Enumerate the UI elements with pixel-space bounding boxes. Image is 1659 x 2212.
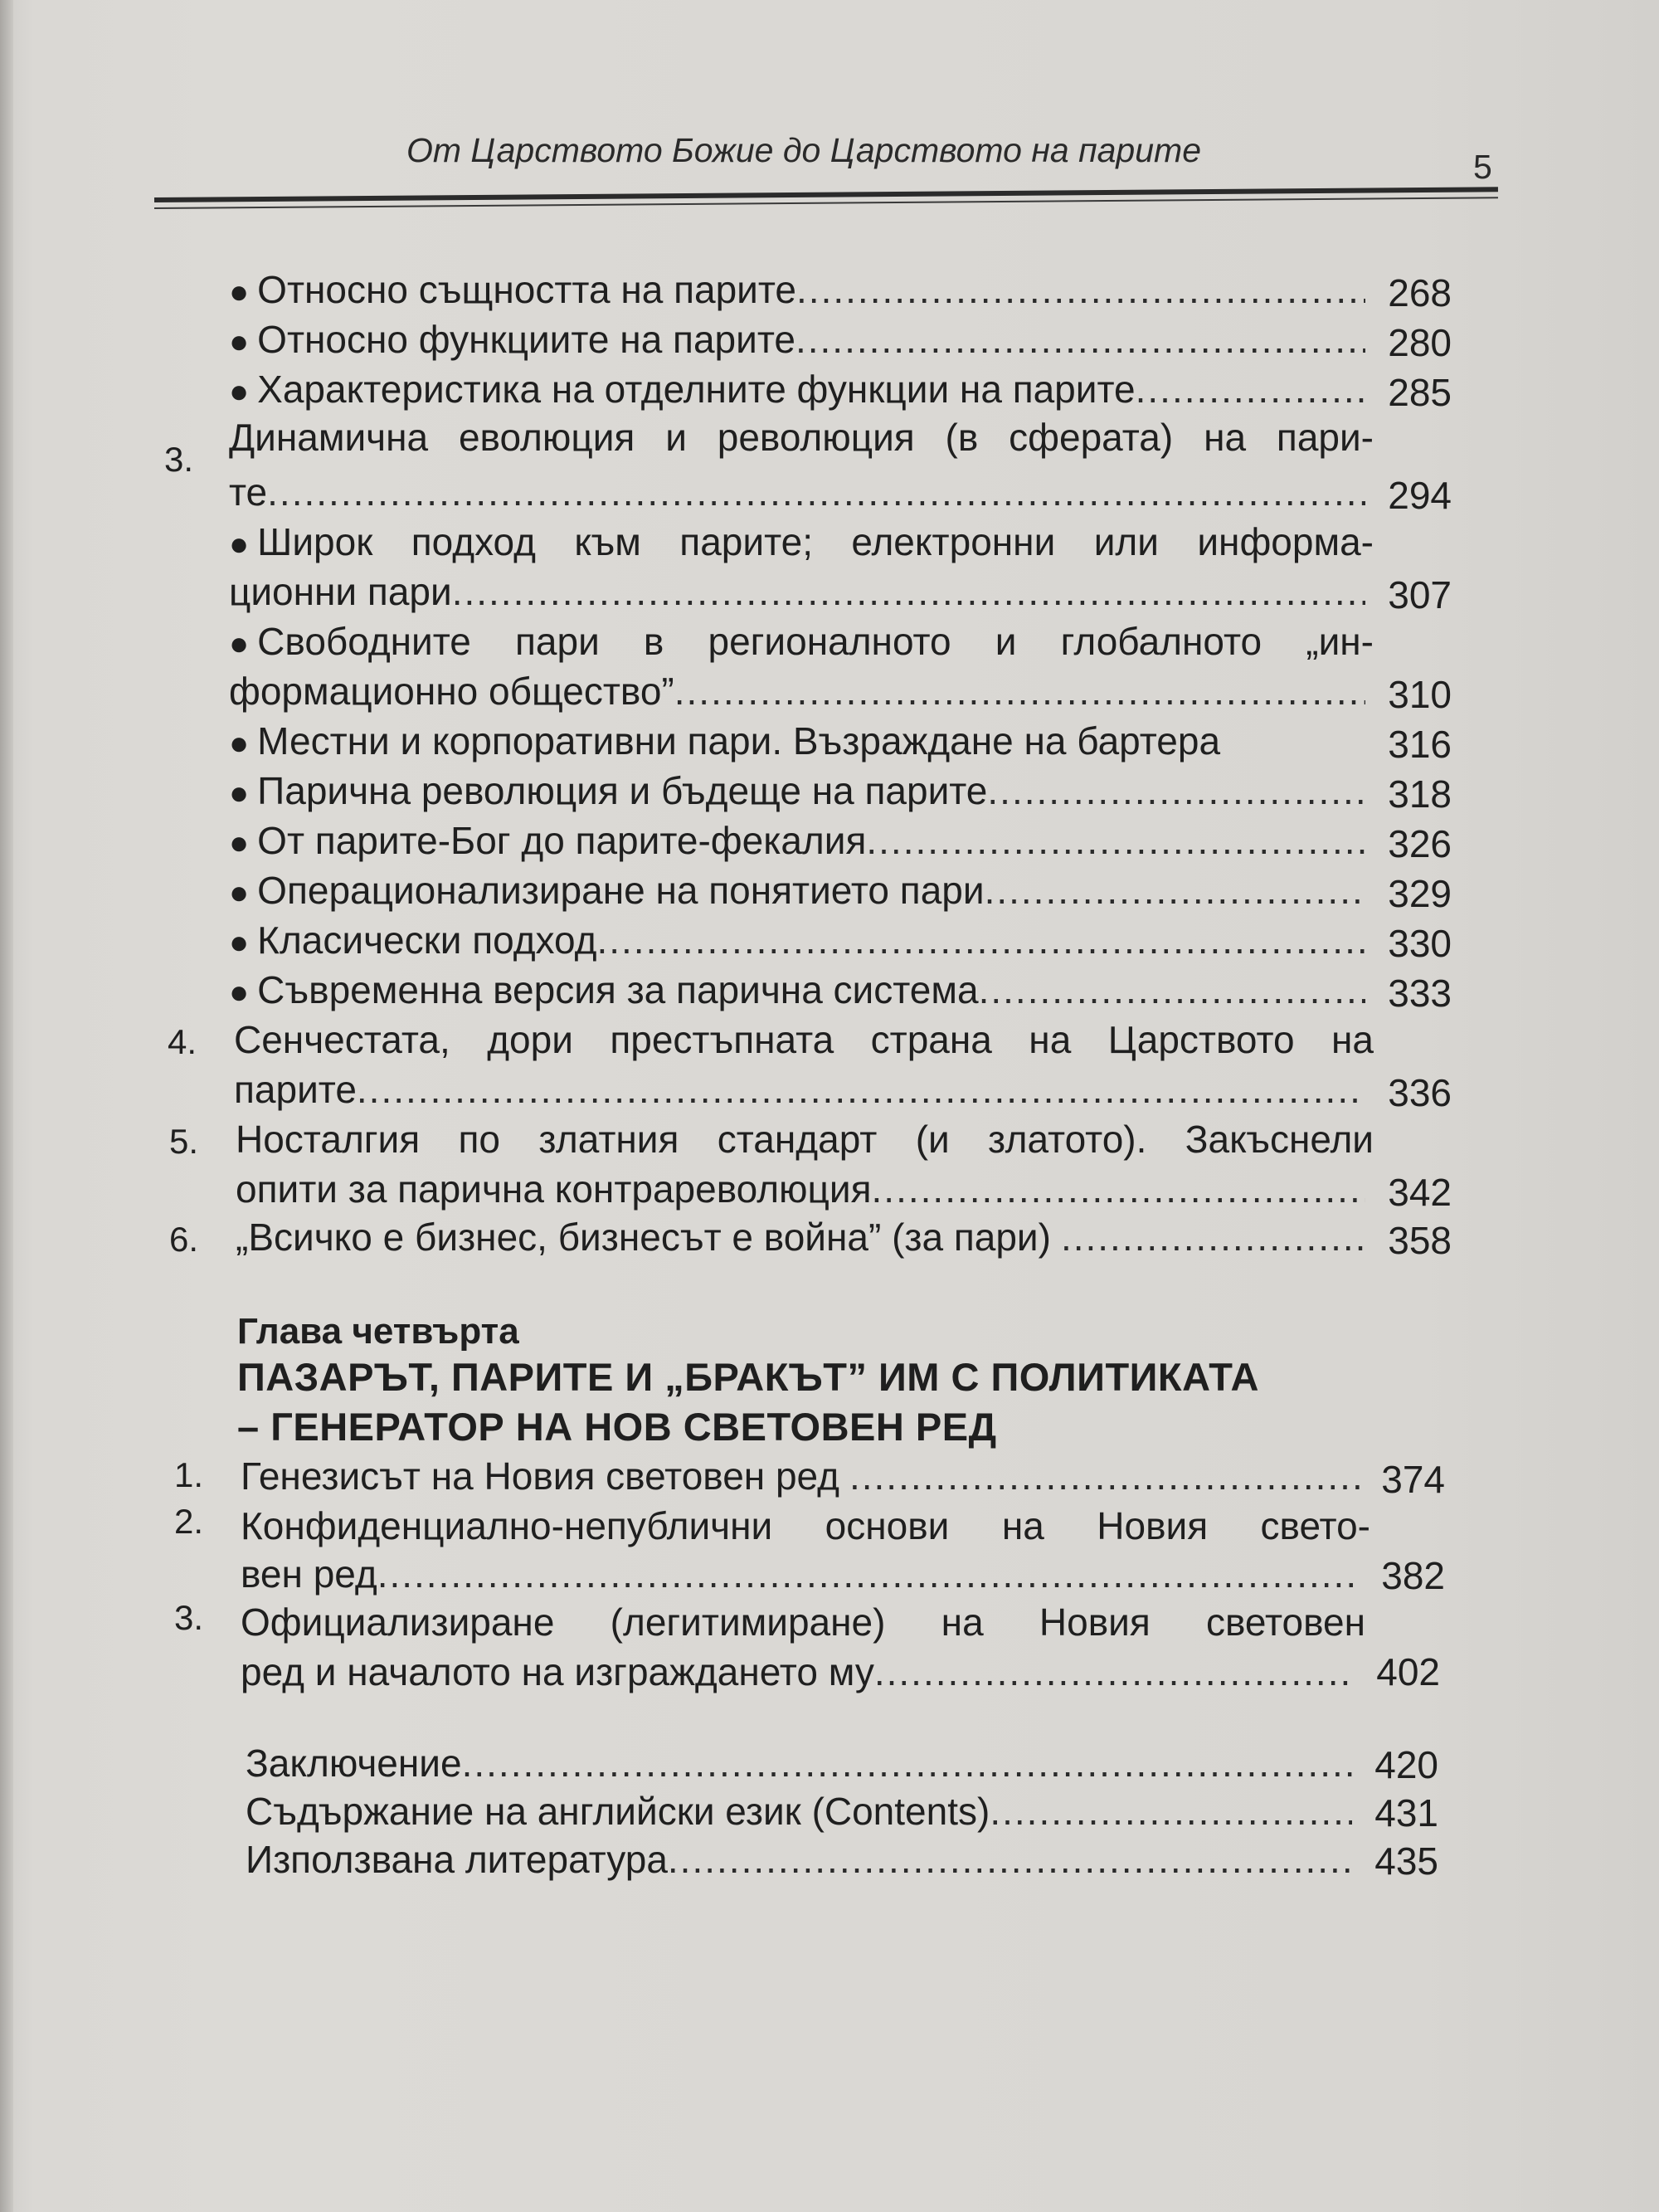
dot-leader <box>985 868 1365 913</box>
bullet-icon: ● <box>229 875 250 911</box>
toc-page-number: 431 <box>1374 1791 1438 1834</box>
dot-leader <box>462 1741 1352 1786</box>
toc-entry-line2 <box>241 1649 1352 1696</box>
toc-entry-line1 <box>241 1503 1370 1550</box>
bullet-icon: ● <box>229 373 250 410</box>
toc-page-number: 318 <box>1388 772 1452 816</box>
toc-entry-text: „Всичко е бизнес, бизнесът е война” (за пари) <box>236 1216 1051 1259</box>
toc-entry-line1 <box>241 1600 1365 1646</box>
toc-entry-text: Широк подход към парите; електронни или информа- <box>257 520 1374 563</box>
toc-entry-text: Характеристика на отделните функции на парите <box>257 368 1136 411</box>
toc-page-number: 382 <box>1381 1554 1445 1597</box>
toc-entry-line1 <box>229 519 1374 566</box>
toc-entry-line2 <box>229 569 1365 616</box>
dot-leader <box>1061 1215 1365 1259</box>
bullet-icon: ● <box>229 825 250 861</box>
toc-entry-text: Операционализиране на понятието пари <box>257 869 985 912</box>
toc-entry-line2 <box>236 1167 1365 1213</box>
toc-entry <box>246 1789 1352 1835</box>
toc-entry-text: Заключение <box>246 1742 462 1785</box>
dot-leader <box>377 1552 1360 1596</box>
section-number: 5. <box>169 1122 199 1161</box>
toc-page-number: 420 <box>1374 1743 1438 1786</box>
running-header-title: От Царството Божие до Царството на парите <box>406 131 1201 169</box>
dot-leader <box>1136 367 1365 412</box>
bullet-icon: ● <box>229 274 250 310</box>
toc-entry-text: Официализиране (легитимиране) на Новия световен <box>241 1601 1365 1644</box>
toc-entry-line1 <box>229 619 1374 665</box>
toc-page-number: 268 <box>1388 271 1452 314</box>
toc-entry <box>229 719 1365 765</box>
toc-entry <box>246 1837 1352 1883</box>
toc-entry-text: Използвана литература <box>246 1838 668 1881</box>
toc-entry-line2 <box>229 669 1365 715</box>
toc-page-number: 330 <box>1388 922 1452 965</box>
toc-entry-text: Свободните пари в регионалното и глобалното „ин- <box>257 620 1374 663</box>
bullet-icon: ● <box>229 974 250 1011</box>
toc-entry-line2 <box>234 1067 1365 1113</box>
bullet-icon: ● <box>229 626 250 662</box>
section-number: 3. <box>164 440 194 479</box>
toc-entry-text: Генезисът на Новия световен ред <box>241 1454 839 1498</box>
toc-entry-text: опити за парична контрареволюция <box>236 1167 872 1211</box>
toc-entry <box>229 818 1365 865</box>
toc-entry-text: Динамична еволюция и революция (в сферата) на пари- <box>229 416 1374 459</box>
toc-page-number: 316 <box>1388 723 1452 766</box>
toc-entry-text: Носталгия по златния стандарт (и златото). Закъснели <box>236 1118 1374 1161</box>
toc-page-number: 294 <box>1388 474 1452 517</box>
toc-entry-line1 <box>234 1017 1374 1064</box>
toc-entry <box>229 367 1365 413</box>
chapter-heading-line1: ПАЗАРЪТ, ПАРИТЕ И „БРАКЪТ” ИМ С ПОЛИТИКАТА <box>237 1355 1259 1399</box>
toc-page-number: 333 <box>1388 972 1452 1015</box>
toc-entry-text: вен ред <box>241 1552 377 1596</box>
toc-entry <box>229 868 1365 914</box>
dot-leader <box>674 669 1365 714</box>
section-number: 6. <box>169 1220 199 1259</box>
toc-entry-text: те <box>229 470 268 514</box>
bullet-icon: ● <box>229 725 250 762</box>
toc-entry-text: формационно общество” <box>229 670 674 713</box>
toc-entry-text: Местни и корпоративни пари. Възраждане на бартера <box>257 719 1221 763</box>
toc-entry-line1 <box>229 415 1374 461</box>
toc-page-number: 358 <box>1388 1219 1452 1262</box>
toc-page-number: 336 <box>1388 1071 1452 1114</box>
toc-entry-text: Парична революция и бъдеще на парите <box>257 769 988 812</box>
toc-entry <box>241 1454 1360 1500</box>
toc-entry <box>229 267 1365 314</box>
chapter-heading-line2: – ГЕНЕРАТОР НА НОВ СВЕТОВЕН РЕД <box>237 1405 997 1449</box>
bullet-icon: ● <box>229 526 250 563</box>
dot-leader <box>668 1837 1352 1882</box>
dot-leader <box>866 818 1365 863</box>
section-number: 3. <box>174 1598 204 1637</box>
section-number: 2. <box>174 1502 204 1541</box>
toc-entry-text: Относно същността на парите <box>257 268 797 311</box>
toc-entry-line2 <box>229 470 1365 516</box>
toc-entry-text: Съвременна версия за парична система <box>257 968 979 1011</box>
toc-entry-text: парите <box>234 1068 357 1111</box>
toc-entry <box>229 317 1365 363</box>
dot-leader <box>357 1067 1365 1112</box>
toc-entry-text: От парите-Бог до парите-фекалия <box>257 819 867 862</box>
toc-entry-text: Относно функциите на парите <box>257 318 795 361</box>
toc-entry-text: ционни пари <box>229 570 452 613</box>
toc-page-number: 285 <box>1388 371 1452 414</box>
toc-page-number: 280 <box>1388 321 1452 364</box>
toc-entry-text: Съдържание на английски език (Contents) <box>246 1790 990 1833</box>
dot-leader <box>267 470 1365 514</box>
toc-page-number: 374 <box>1381 1458 1445 1501</box>
toc-entry-text: ред и началото на изграждането му <box>241 1650 874 1693</box>
dot-leader <box>796 267 1365 312</box>
dot-leader <box>874 1649 1352 1694</box>
toc-entry <box>229 768 1365 815</box>
toc-entry-text: Класически подход <box>257 918 597 962</box>
dot-leader <box>990 1789 1352 1834</box>
chapter-label: Глава четвърта <box>237 1311 519 1352</box>
toc-entry-text: Конфиденциално-непублични основи на Новия свето- <box>241 1504 1370 1547</box>
dot-leader <box>596 918 1365 962</box>
toc-entry <box>229 918 1365 964</box>
toc-page-number: 307 <box>1388 573 1452 616</box>
dot-leader <box>987 768 1365 813</box>
page-number: 5 <box>1473 148 1492 186</box>
toc-page-number: 326 <box>1388 822 1452 865</box>
dot-leader <box>872 1167 1365 1211</box>
dot-leader <box>979 967 1365 1012</box>
toc-entry-line1 <box>236 1117 1374 1163</box>
toc-entry <box>246 1741 1352 1787</box>
toc-page-number: 310 <box>1388 673 1452 716</box>
toc-entry <box>236 1215 1365 1261</box>
toc-entry-text: Сенчестата, дори престъпната страна на Царството на <box>234 1018 1374 1061</box>
toc-entry-line2 <box>241 1552 1360 1598</box>
toc-page-number: 402 <box>1376 1650 1440 1693</box>
toc-page-number: 435 <box>1374 1839 1438 1883</box>
toc-page-number: 342 <box>1388 1171 1452 1214</box>
bullet-icon: ● <box>229 924 250 961</box>
dot-leader <box>795 317 1365 362</box>
section-number: 4. <box>168 1022 197 1061</box>
bullet-icon: ● <box>229 324 250 360</box>
toc-entry <box>229 967 1365 1014</box>
toc-page-number: 329 <box>1388 872 1452 915</box>
bullet-icon: ● <box>229 775 250 811</box>
dot-leader <box>452 569 1365 614</box>
dot-leader <box>849 1454 1360 1498</box>
section-number: 1. <box>174 1455 204 1494</box>
